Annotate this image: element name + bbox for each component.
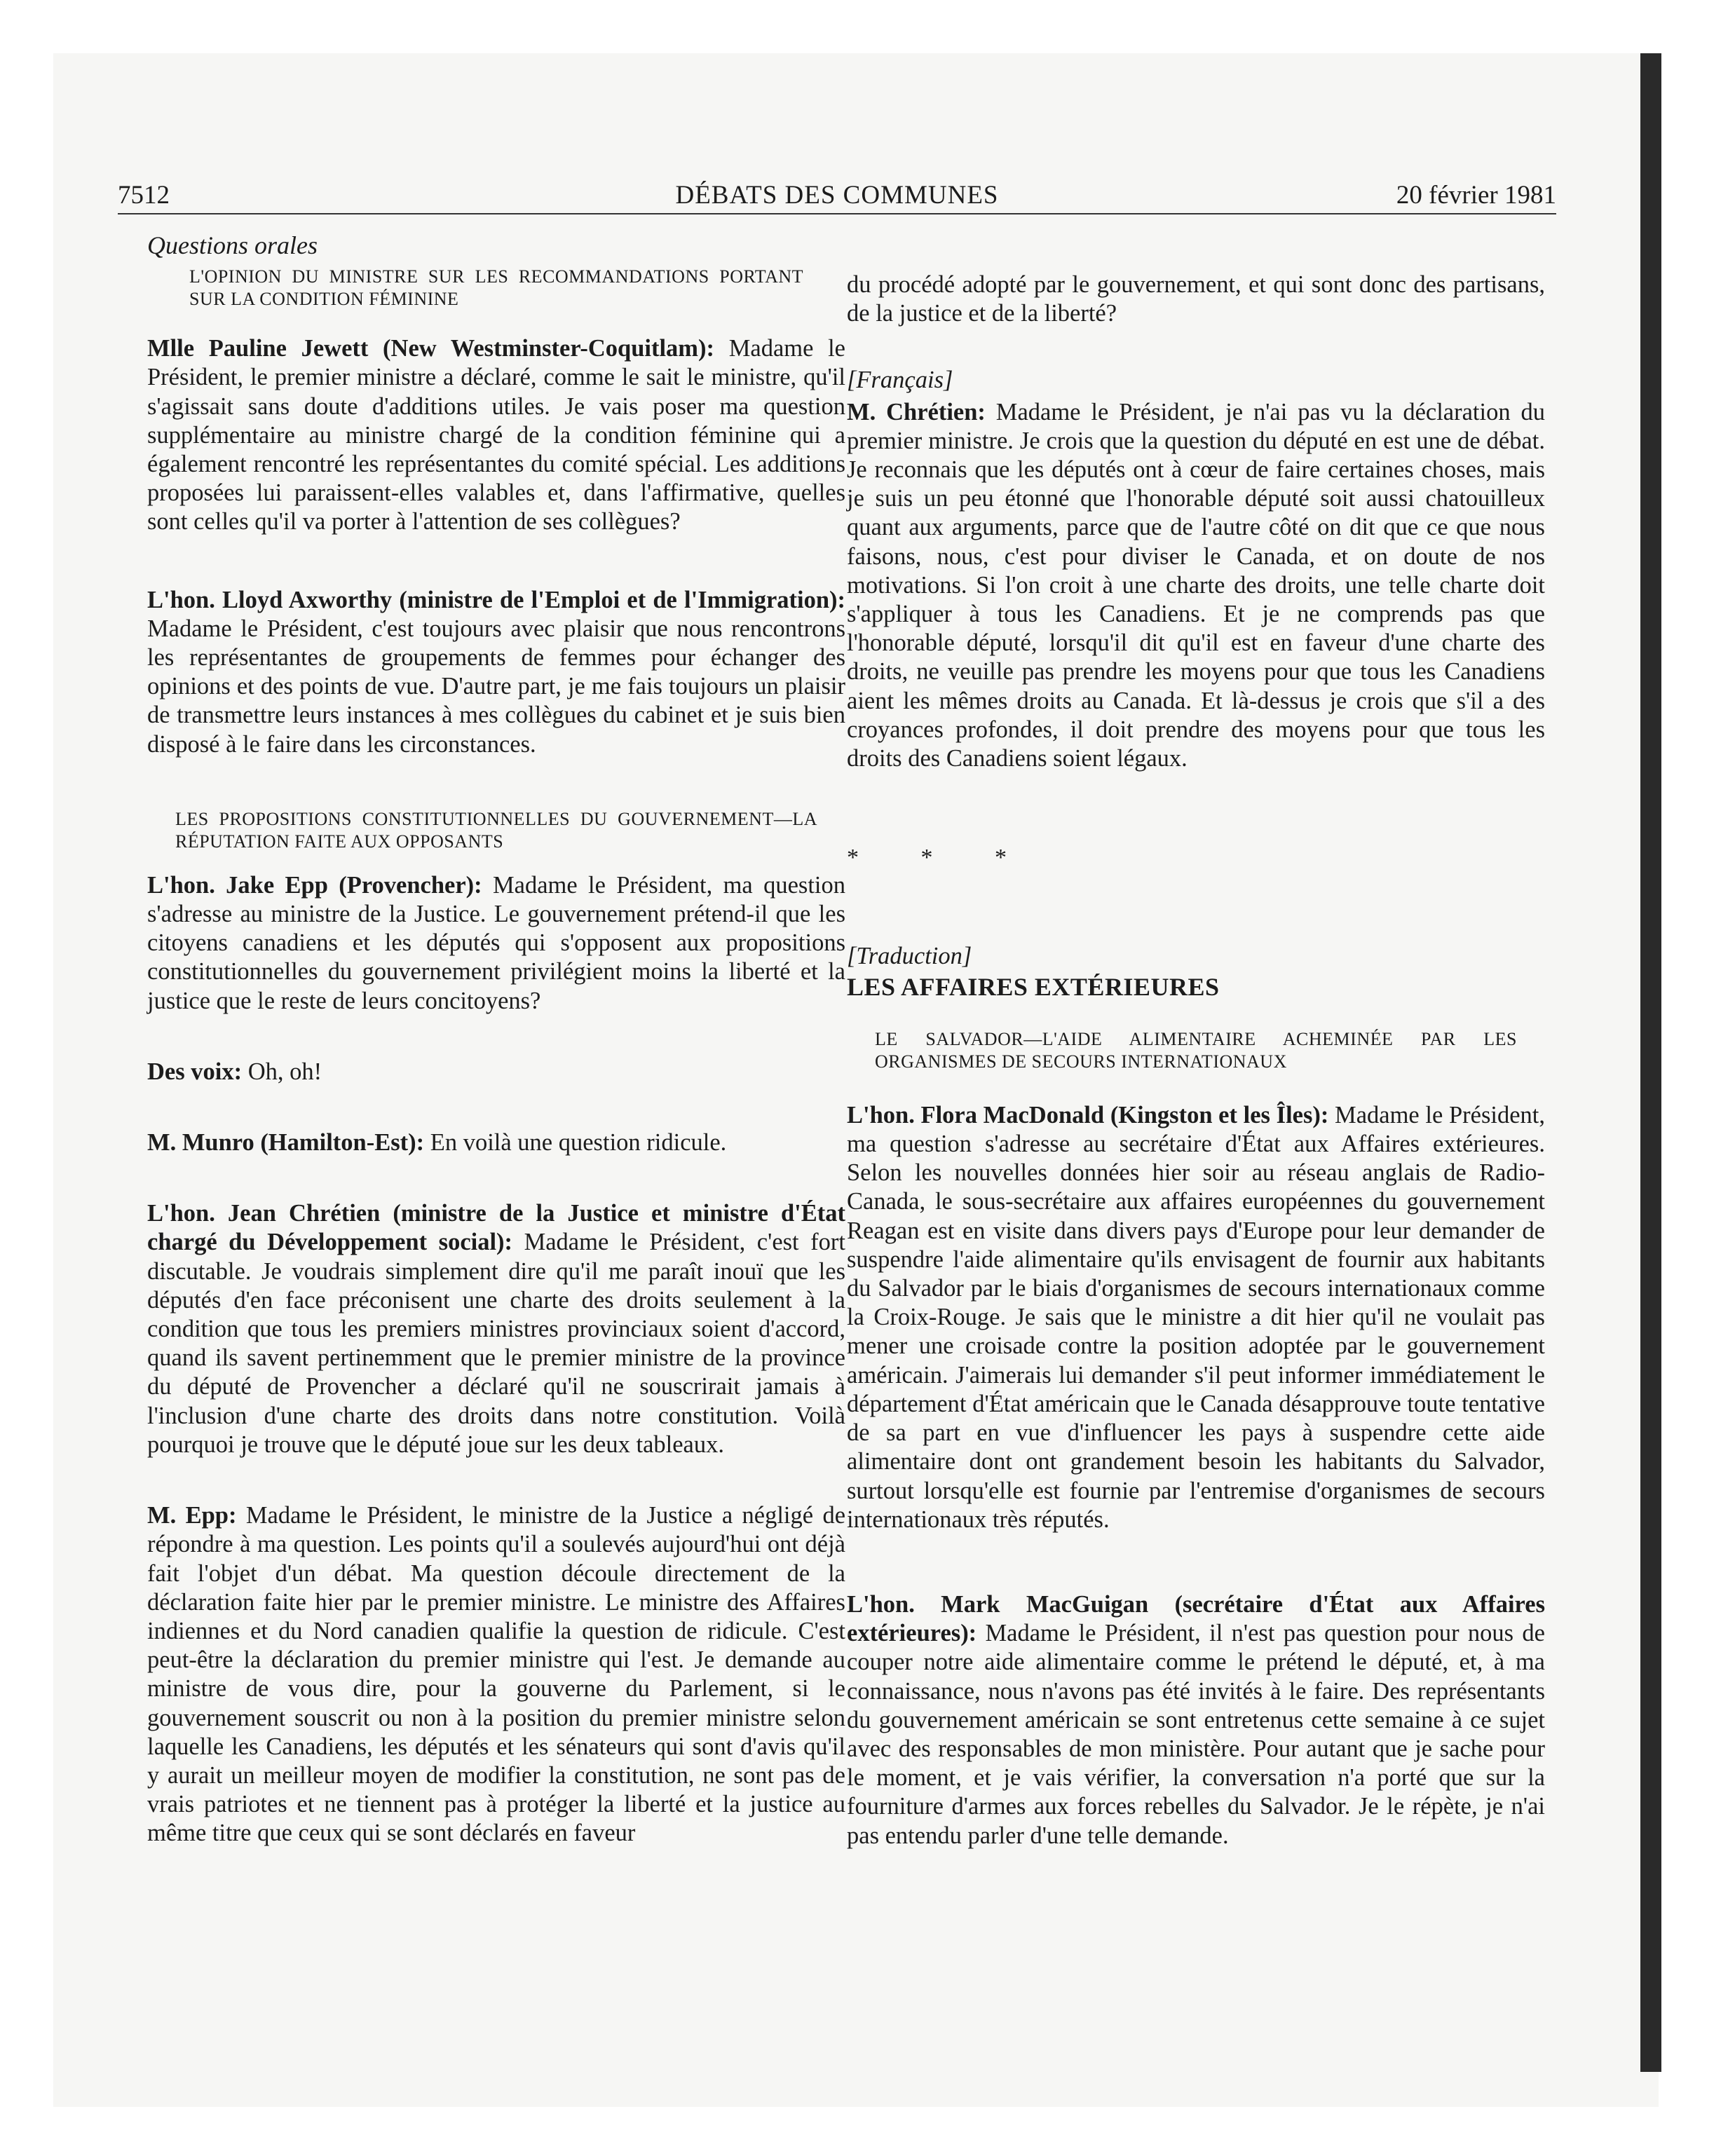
speaker: L'hon. Flora MacDonald (Kingston et les Îles): (847, 1101, 1329, 1128)
speech-text: Madame le Président, ma question s'adresse au ministre de la Justice. Le gouvernement prétend-il que les citoyens canadiens et les députés qui s'opposent aux propositions constitutionnelles du gouvernement privilégient moins la liberté et la justice que le reste de leurs concitoyens? (147, 871, 845, 1014)
speech (147, 1199, 845, 1459)
page-date: 20 février 1981 (1396, 181, 1556, 210)
speech (147, 334, 845, 536)
speech-text: Madame le Président, ma question s'adresse au secrétaire d'État aux Affaires extérieures. Selon les nouvelles données hier soir au réseau anglais de Radio-Canada, le sous-secrétaire aux affaires européennes du gouvernement Reagan est en visite dans divers pays d'Europe pour leur demander de suspendre l'aide alimentaire qu'ils envisagent de fournir aux habitants du Salvador par le biais d'organismes de secours internationaux comme la Croix-Rouge. Je sais que le ministre a dit hier qu'il ne voulait pas mener une croisade contre la position adoptée par le gouvernement américain. J'aimerais lui demander s'il peut informer immédiatement le département d'État américain que le Canada désapprouve toute tentative de sa part en vue d'influencer les pays à suspendre cette aide alimentaire dont ont grandement besoin les habitants du Salvador, surtout lorsqu'elle est fournie par l'entremise d'organismes de secours internationaux très réputés. (847, 1101, 1545, 1533)
speech-text: Oh, oh! (242, 1058, 322, 1085)
section-separator: * * * (847, 845, 1035, 871)
speaker: M. Chrétien: (847, 398, 986, 425)
speech-text: Madame le Président, il n'est pas question pour nous de couper notre aide alimentaire comme le prétend le député, et, à ma connaissance, nous n'avons pas été invités à le faire. Des représentants du gouvernement américain se sont entretenus cette semaine à ce sujet avec des responsables de mon ministère. Pour autant que je sache pour le moment, et je vais vérifier, la conversation n'a porté que sur la fourniture d'armes aux forces rebelles du Salvador. Je le répète, je n'ai pas entendu parler d'une telle demande. (847, 1620, 1545, 1849)
speech (847, 1590, 1545, 1850)
speech (847, 398, 1545, 774)
speech (147, 1501, 845, 1848)
section-heading: L'OPINION DU MINISTRE SUR LES RECOMMANDATIONS PORTANT SUR LA CONDITION FÉMININE (189, 266, 803, 310)
speech-text: Madame le Président, le ministre de la Justice a négligé de répondre à ma question. Les points qu'il a soulevés aujourd'hui ont déjà fait l'objet d'un débat. Ma question découle directement de la déclaration faite hier par le premier ministre. Le ministre des Affaires indiennes et du Nord canadien qualifie la question de ridicule. C'est peut-être la déclaration du premier ministre qui l'est. Je demande au ministre de vous dire, pour la gouverne du Parlement, si le gouvernement souscrit ou non à la position du premier ministre selon laquelle les Canadiens, les députés et les sénateurs qui sont d'avis qu'il y aurait un meilleur moyen de modifier la constitution, ne sont pas de vrais patriotes et ne tiennent pas à protéger la liberté et la justice au même titre que ceux qui se sont déclarés en faveur (147, 1502, 846, 1847)
speaker: Mlle Pauline Jewett (New Westminster-Coquitlam): (147, 335, 715, 362)
publication-title: DÉBATS DES COMMUNES (675, 181, 999, 210)
speech-text: Madame le Président, c'est fort discutable. Je voudrais simplement dire qu'il me paraît inouï que les députés d'en face préconisent une charte des droits seulement à la condition que tous les premiers ministres provinciaux soient d'accord, quand ils savent pertinemment que le premier ministre de la province du député de Provencher a déclaré qu'il ne souscrirait jamais à l'inclusion d'une charte des droits dans notre constitution. Voilà pourquoi je trouve que le député joue sur les deux tableaux. (147, 1229, 845, 1458)
speech-continued: du procédé adopté par le gouvernement, et qui sont donc des partisans, de la justice et de la liberté? (847, 271, 1545, 327)
page-number: 7512 (118, 181, 170, 210)
rubric: Questions orales (147, 231, 318, 259)
speech-text: Madame le Président, je n'ai pas vu la déclaration du premier ministre. Je crois que la question du député en est une de débat. Je reconnais que les députés ont à cœur de faire certaines choses, mais je suis un peu étonné que l'honorable député soit aussi chatouilleux quant aux arguments, parce que de l'autre côté on dit que ce que nous faisons, nous, c'est pour diviser le Canada, et on doute de nos motivations. Si l'on croit à une charte des droits, une telle charte doit s'appliquer à tous les Canadiens. Et je ne comprends pas que l'honorable député, lorsqu'il dit qu'il est en faveur d'une charte des droits, ne veuille pas prendre les moyens pour que tous les Canadiens aient les mêmes droits au Canada. Et là-dessus je crois que s'il a des croyances profondes, il doit prendre des moyens pour que tous les droits des Canadiens soient légaux. (847, 398, 1545, 772)
left-column (147, 231, 845, 1848)
speaker: L'hon. Jake Epp (Provencher): (147, 871, 482, 899)
right-column (847, 231, 1545, 1850)
major-heading: LES AFFAIRES EXTÉRIEURES (847, 972, 1220, 1001)
speaker: L'hon. Jean Chrétien (ministre de la Justice et ministre d'État chargé du Développement social): (147, 1200, 845, 1256)
speaker: Des voix: (147, 1058, 243, 1085)
language-tag: [Traduction] (847, 943, 972, 970)
speech-text: En voilà une question ridicule. (424, 1129, 727, 1157)
speech (147, 586, 845, 759)
section-heading: LES PROPOSITIONS CONSTITUTIONNELLES DU GOUVERNEMENT—LA RÉPUTATION FAITE AUX OPPOSANTS (175, 808, 817, 852)
speech-text: Madame le Président, c'est toujours avec plaisir que nous rencontrons les représentantes de groupements de femmes pour échanger des opinions et des points de vue. D'autre part, je me fais toujours un plaisir de transmettre leurs instances à mes collègues du cabinet et je suis bien disposé à le faire dans les circonstances. (147, 615, 845, 758)
speech (147, 1128, 845, 1157)
binding-edge (1640, 53, 1661, 2072)
speech (147, 871, 845, 1016)
speaker: M. Epp: (147, 1502, 237, 1529)
speech (847, 1101, 1545, 1534)
page-header (118, 179, 1556, 214)
speech (147, 1058, 845, 1086)
speaker: L'hon. Lloyd Axworthy (ministre de l'Emploi et de l'Immigration): (147, 586, 845, 613)
language-tag: [Français] (847, 367, 953, 394)
speaker: M. Munro (Hamilton-Est): (147, 1129, 425, 1157)
section-heading: LE SALVADOR—L'AIDE ALIMENTAIRE ACHEMINÉE PAR LES ORGANISMES DE SECOURS INTERNATIONAUX (875, 1028, 1517, 1072)
speech-text: Madame le Président, le premier ministre a déclaré, comme le sait le ministre, qu'il s'agissait sans doute d'additions utiles. Je vais poser ma question supplémentaire au ministre chargé de la condition féminine qui a également rencontré les représentantes du comité spécial. Les additions proposées lui paraissent-elles valables et, dans l'affirmative, quelles sont celles qu'il va porter à l'attention de ses collègues? (147, 335, 845, 535)
speaker: L'hon. Mark MacGuigan (secrétaire d'État aux Affaires extérieures): (847, 1590, 1545, 1647)
